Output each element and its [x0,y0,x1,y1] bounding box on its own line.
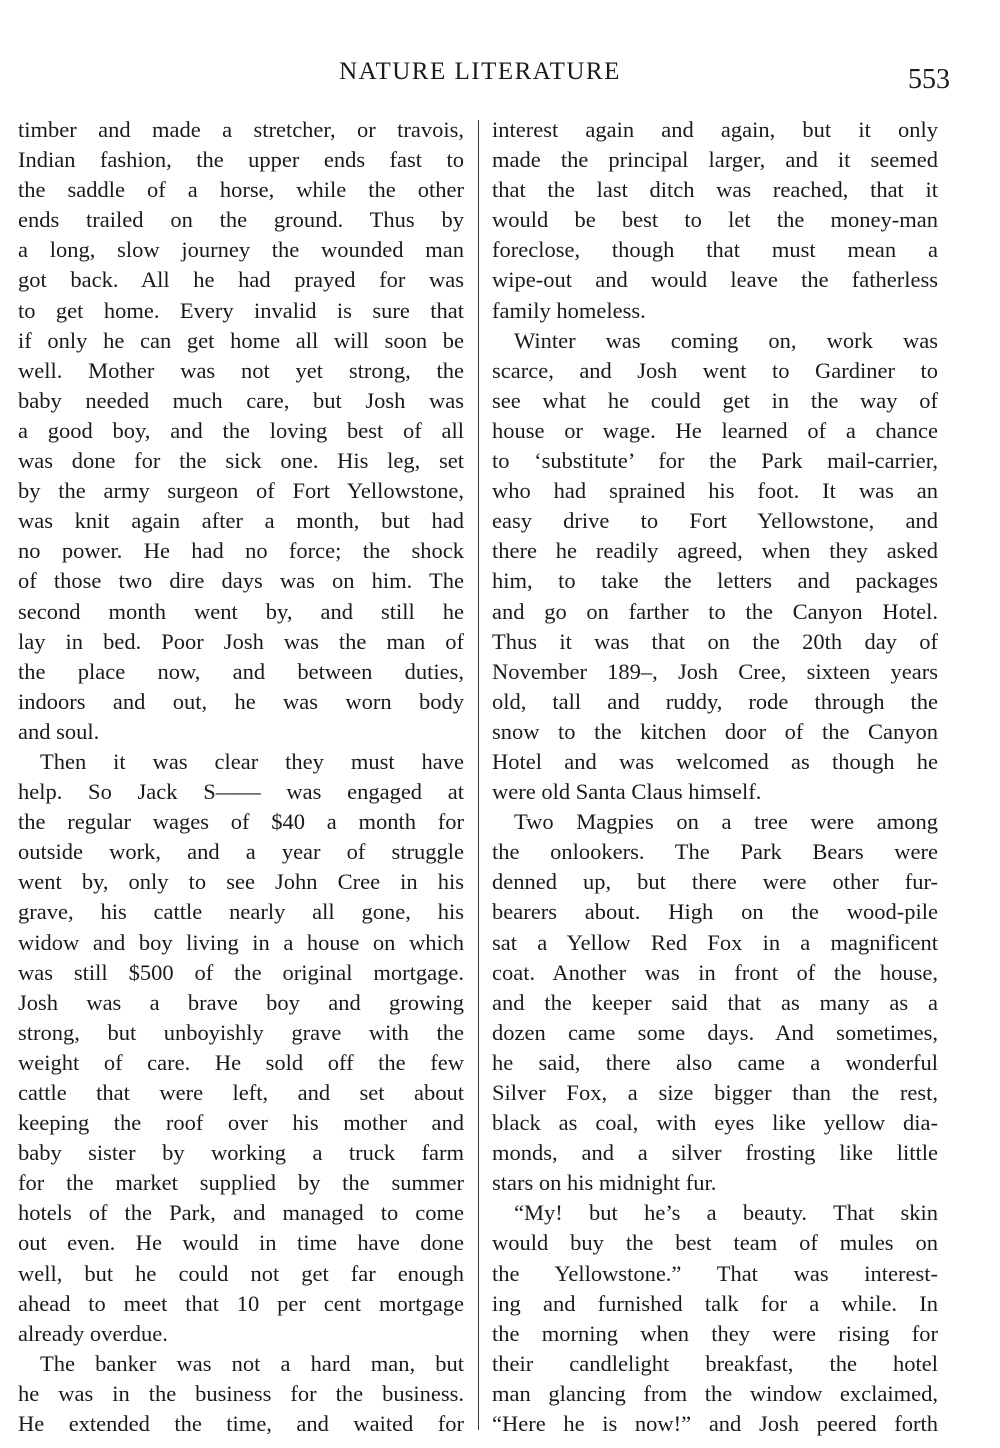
text-line: who had sprained his foot. It was an [492,478,938,504]
text-line: well, but he could not get far enough [18,1260,464,1286]
text-line: the morning when they were rising for [492,1320,938,1346]
text-line: interest again and again, but it only [492,117,938,142]
text-line: sat a Yellow Red Fox in a magnificent [492,929,938,955]
text-line: there he readily agreed, when they asked [492,538,938,564]
text-line: man glancing from the window exclaimed, [492,1380,938,1406]
text-line: stars on his midnight fur. [492,1170,717,1196]
text-line: snow to the kitchen door of the Canyon [492,718,938,744]
text-line: scarce, and Josh went to Gardiner to [492,357,938,383]
text-line: wipe-out and would leave the fatherless [492,267,938,293]
text-line: He extended the time, and waited for [18,1411,464,1437]
text-line: a good boy, and the loving best of all [18,417,464,443]
text-line: Two Magpies on a tree were among [514,809,938,835]
text-line: would be best to let the money-man [492,207,938,233]
text-line: weight of care. He sold off the few [18,1049,464,1075]
text-line: that the last ditch was reached, that it [492,177,938,203]
text-line: “Here he is now!” and Josh peered forth [492,1411,938,1437]
text-line: well. Mother was not yet strong, the [18,357,464,383]
text-line: was still $500 of the original mortgage. [18,959,464,985]
right-column [492,115,938,1439]
text-line: monds, and a silver frosting like little [492,1140,938,1166]
text-line: coat. Another was in front of the house, [492,959,938,985]
text-line: him, to take the letters and packages [492,568,938,594]
text-line: went by, only to see John Cree in his [18,869,464,895]
text-line: Hotel and was welcomed as though he [492,748,938,774]
text-line: dozen came some days. And sometimes, [492,1019,938,1045]
text-line: November 189–, Josh Cree, sixteen years [492,658,938,684]
page-number: 553 [908,64,950,95]
text-line: outside work, and a year of struggle [18,839,464,865]
text-line: if only he can get home all will soon be [18,327,464,353]
text-line: were old Santa Claus himself. [492,779,762,805]
text-line: Thus it was that on the 20th day of [492,628,938,654]
text-line: ends trailed on the ground. Thus by [18,207,464,233]
text-line: the place now, and between duties, [18,658,464,684]
text-line: a long, slow journey the wounded man [18,237,464,263]
text-line: help. So Jack S—— was engaged at [18,779,464,805]
text-line: widow and boy living in a house on which [18,929,464,955]
text-line: indoors and out, he was worn body [18,688,464,714]
text-line: Winter was coming on, work was [514,327,938,353]
text-line: black as coal, with eyes like yellow dia- [492,1110,938,1136]
text-line: by the army surgeon of Fort Yellowstone, [18,478,464,504]
text-line: house or wage. He learned of a chance [492,417,938,443]
text-line: for the market supplied by the summer [18,1170,464,1196]
text-line: to get home. Every invalid is sure that [18,297,464,323]
text-line: Josh was a brave boy and growing [18,989,464,1015]
text-line: the Yellowstone.” That was interest- [492,1260,938,1286]
text-line: grave, his cattle nearly all gone, his [18,899,464,925]
text-line: strong, but unboyishly grave with the [18,1019,464,1045]
text-line: hotels of the Park, and managed to come [18,1200,464,1226]
text-line: cattle that were left, and set about [18,1080,464,1105]
text-line: Silver Fox, a size bigger than the rest, [492,1080,938,1105]
text-line: Indian fashion, the upper ends fast to [18,147,464,173]
text-line: made the principal larger, and it seemed [492,147,938,173]
text-line: got back. All he had prayed for was [18,267,464,293]
text-line: their candlelight breakfast, the hotel [492,1350,938,1376]
text-line: family homeless. [492,297,646,323]
left-column [18,115,464,1439]
text-line: keeping the roof over his mother and [18,1110,464,1136]
running-title: NATURE LITERATURE [339,58,621,85]
text-line: the regular wages of $40 a month for [18,809,464,835]
text-line: “My! but he’s a beauty. That skin [514,1200,938,1226]
text-line: second month went by, and still he [18,598,464,624]
text-line: bearers about. High on the wood-pile [492,899,938,925]
text-line: timber and made a stretcher, or travois, [18,117,464,142]
text-line: baby needed much care, but Josh was [18,387,464,413]
text-line: to ‘substitute’ for the Park mail-carrier, [492,448,938,474]
text-line: old, tall and ruddy, rode through the [492,688,938,714]
text-line: ing and furnished talk for a while. In [492,1290,938,1316]
text-line: out even. He would in time have done [18,1230,464,1256]
column-divider [478,120,479,1430]
text-line: was done for the sick one. His leg, set [18,448,464,474]
text-line: denned up, but there were other fur- [492,869,938,895]
text-line: he was in the business for the business. [18,1380,464,1406]
text-line: was knit again after a month, but had [18,508,464,534]
text-line: already overdue. [18,1320,168,1346]
text-line: and soul. [18,718,100,744]
text-line: ahead to meet that 10 per cent mortgage [18,1290,464,1316]
text-line: he said, there also came a wonderful [492,1049,938,1075]
text-line: lay in bed. Poor Josh was the man of [18,628,464,654]
text-line: the onlookers. The Park Bears were [492,839,938,865]
text-line: and go on farther to the Canyon Hotel. [492,598,938,624]
text-line: no power. He had no force; the shock [18,538,464,564]
text-line: easy drive to Fort Yellowstone, and [492,508,938,534]
text-line: Then it was clear they must have [40,748,464,774]
page-header [0,58,1000,98]
text-line: the saddle of a horse, while the other [18,177,464,203]
text-line: see what he could get in the way of [492,387,938,413]
text-line: and the keeper said that as many as a [492,989,938,1015]
text-line: foreclose, though that must mean a [492,237,938,263]
text-line: The banker was not a hard man, but [40,1350,464,1376]
text-line: baby sister by working a truck farm [18,1140,464,1166]
text-line: of those two dire days was on him. The [18,568,464,594]
text-line: would buy the best team of mules on [492,1230,938,1256]
